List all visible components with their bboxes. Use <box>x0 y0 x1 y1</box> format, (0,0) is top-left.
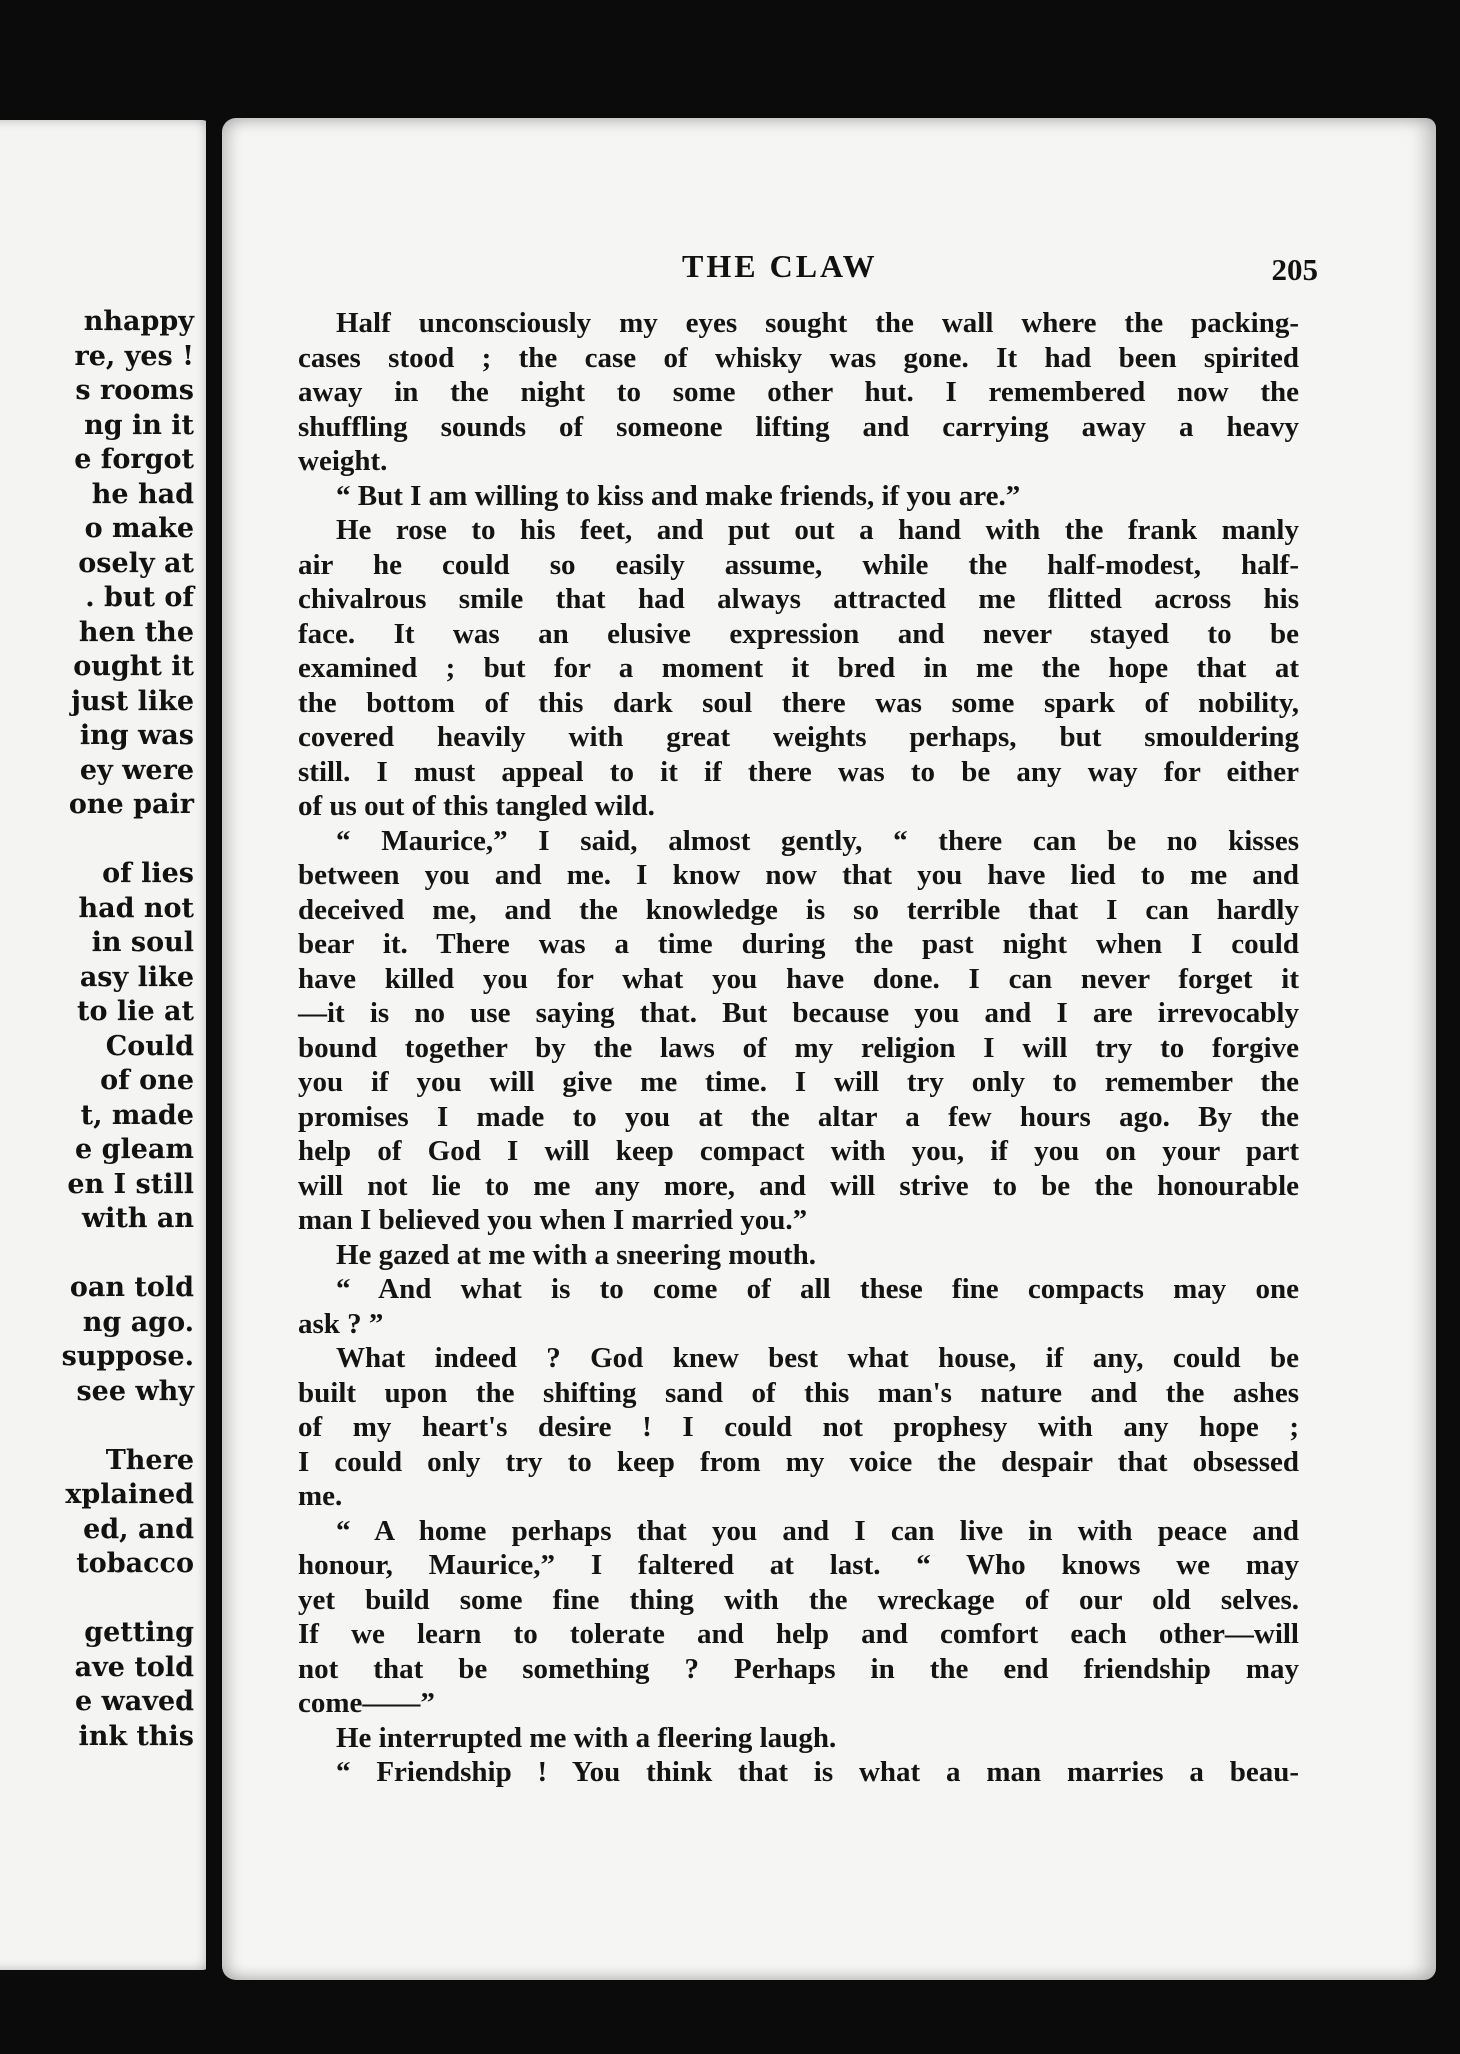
left-page-line <box>0 823 194 858</box>
left-page-line: getting <box>84 1617 194 1648</box>
text-line: —it is no use saying that. But because you and I are irrevocably <box>298 997 1299 1029</box>
left-page-line: ave told <box>74 1651 194 1683</box>
left-page-line: xplained <box>65 1479 194 1510</box>
left-page-line: tobacco <box>76 1548 194 1579</box>
text-line: examined ; but for a moment it bred in me the hope that at <box>298 652 1299 684</box>
text-line: not that be something ? Perhaps in the end friendship may <box>298 1652 1299 1685</box>
left-page-line: ink this <box>78 1720 194 1752</box>
left-page-line: see why <box>76 1375 194 1407</box>
left-page-line: ng ago. <box>82 1306 194 1338</box>
text-line: between you and me. I know now that you have lied to me and <box>298 859 1299 891</box>
left-page-line: s rooms <box>75 375 194 406</box>
left-page-line: en I still <box>67 1168 194 1200</box>
text-line: He rose to his feet, and put out a hand with the frank manly <box>336 514 1299 546</box>
left-page-line: hen the <box>78 616 194 648</box>
text-line: “ But I am willing to kiss and make friends, if you are.” <box>336 479 1021 512</box>
left-page-line: osely at <box>78 547 194 579</box>
text-line: you if you will give me time. I will try only to remember the <box>298 1066 1299 1098</box>
left-page-line: ed, and <box>83 1513 194 1545</box>
left-page-line: ing was <box>79 720 194 751</box>
text-line: “ And what is to come of all these fine compacts may one <box>336 1273 1299 1305</box>
text-line: yet build some fine thing with the wreckage of our old selves. <box>298 1583 1299 1616</box>
text-line: covered heavily with great weights perhaps, but smouldering <box>298 721 1299 753</box>
text-line: weight. <box>298 445 388 477</box>
text-line: away in the night to some other hut. I remembered now the <box>298 376 1299 408</box>
text-line: Half unconsciously my eyes sought the wall where the packing- <box>336 307 1299 339</box>
left-page-line: of one <box>100 1065 194 1096</box>
text-line: come——” <box>298 1687 435 1719</box>
text-line: cases stood ; the case of whisky was gone. It had been spirited <box>298 341 1299 374</box>
left-page-line: with an <box>81 1203 194 1234</box>
page-number: 205 <box>1271 252 1318 287</box>
left-page-line: . but of <box>85 582 194 613</box>
text-line: shuffling sounds of someone lifting and carrying away a heavy <box>298 410 1299 443</box>
left-page-line: nhappy <box>83 306 194 337</box>
text-line: What indeed ? God knew best what house, if any, could be <box>336 1342 1299 1374</box>
left-page-line: suppose. <box>61 1341 194 1372</box>
text-line: bound together by the laws of my religion I will try to forgive <box>298 1031 1299 1064</box>
text-line: of us out of this tangled wild. <box>298 790 655 822</box>
text-line: the bottom of this dark soul there was some spark of nobility, <box>298 686 1299 719</box>
text-line: me. <box>298 1480 343 1512</box>
text-line: honour, Maurice,” I faltered at last. “ Who knows we may <box>298 1549 1299 1581</box>
left-page-line: oan told <box>69 1272 194 1303</box>
text-line: “ Maurice,” I said, almost gently, “ there can be no kisses <box>336 824 1299 857</box>
text-line: help of God I will keep compact with you, if you on your part <box>298 1135 1299 1167</box>
text-line: “ A home perhaps that you and I can live in with peace and <box>336 1514 1299 1547</box>
text-line: air he could so easily assume, while the half-modest, half- <box>298 548 1299 581</box>
left-page-text <box>0 305 194 1754</box>
left-page-line: ought it <box>73 651 194 682</box>
text-line: will not lie to me any more, and will strive to be the honourable <box>298 1169 1299 1202</box>
left-page-line: e waved <box>74 1686 194 1717</box>
text-line: I could only try to keep from my voice the despair that obsessed <box>298 1445 1299 1478</box>
text-line: chivalrous smile that had always attracted me flitted across his <box>298 583 1299 615</box>
left-page <box>0 120 212 1970</box>
left-page-line: just like <box>71 685 194 717</box>
left-page-line <box>0 1582 194 1617</box>
left-page-line: had not <box>78 892 194 924</box>
left-page-line <box>0 1409 194 1444</box>
text-line: promises I made to you at the altar a few hours ago. By the <box>298 1100 1299 1133</box>
body-text <box>298 306 1299 1790</box>
left-page-line: re, yes ! <box>74 340 194 372</box>
left-page-line: e forgot <box>74 444 194 475</box>
text-line: face. It was an elusive expression and never stayed to be <box>298 617 1299 650</box>
text-line: If we learn to tolerate and help and comfort each other—will <box>298 1618 1299 1650</box>
left-page-line: There <box>105 1444 194 1476</box>
running-title: THE CLAW <box>682 248 878 284</box>
left-page-line: of lies <box>102 858 194 889</box>
text-line: of my heart's desire ! I could not prophesy with any hope ; <box>298 1411 1299 1443</box>
left-page-line: in soul <box>91 927 194 958</box>
left-page-line: ey were <box>79 754 194 786</box>
text-line: He interrupted me with a fleering laugh. <box>336 1721 837 1754</box>
left-page-line: Could <box>105 1030 194 1062</box>
left-page-line <box>0 1237 194 1272</box>
left-page-line: ng in it <box>84 409 194 441</box>
text-line: still. I must appeal to it if there was to be any way for either <box>298 755 1299 788</box>
right-page <box>222 118 1436 1980</box>
text-line: He gazed at me with a sneering mouth. <box>336 1238 817 1271</box>
text-line: built upon the shifting sand of this man's nature and the ashes <box>298 1376 1299 1409</box>
left-page-line: o make <box>84 513 194 544</box>
text-line: ask ? ” <box>298 1307 384 1340</box>
left-page-line: he had <box>91 478 194 510</box>
left-page-line: asy like <box>79 961 194 993</box>
left-page-line: t, made <box>80 1099 194 1131</box>
text-line: man I believed you when I married you.” <box>298 1204 808 1236</box>
left-page-line: one pair <box>68 789 194 820</box>
text-line: deceived me, and the knowledge is so terrible that I can hardly <box>298 893 1299 926</box>
left-page-line: to lie at <box>77 996 194 1027</box>
text-line: bear it. There was a time during the past night when I could <box>298 928 1299 960</box>
text-line: “ Friendship ! You think that is what a man marries a beau- <box>336 1756 1299 1788</box>
left-page-line: e gleam <box>75 1134 194 1165</box>
text-line: have killed you for what you have done. I can never forget it <box>298 962 1299 995</box>
